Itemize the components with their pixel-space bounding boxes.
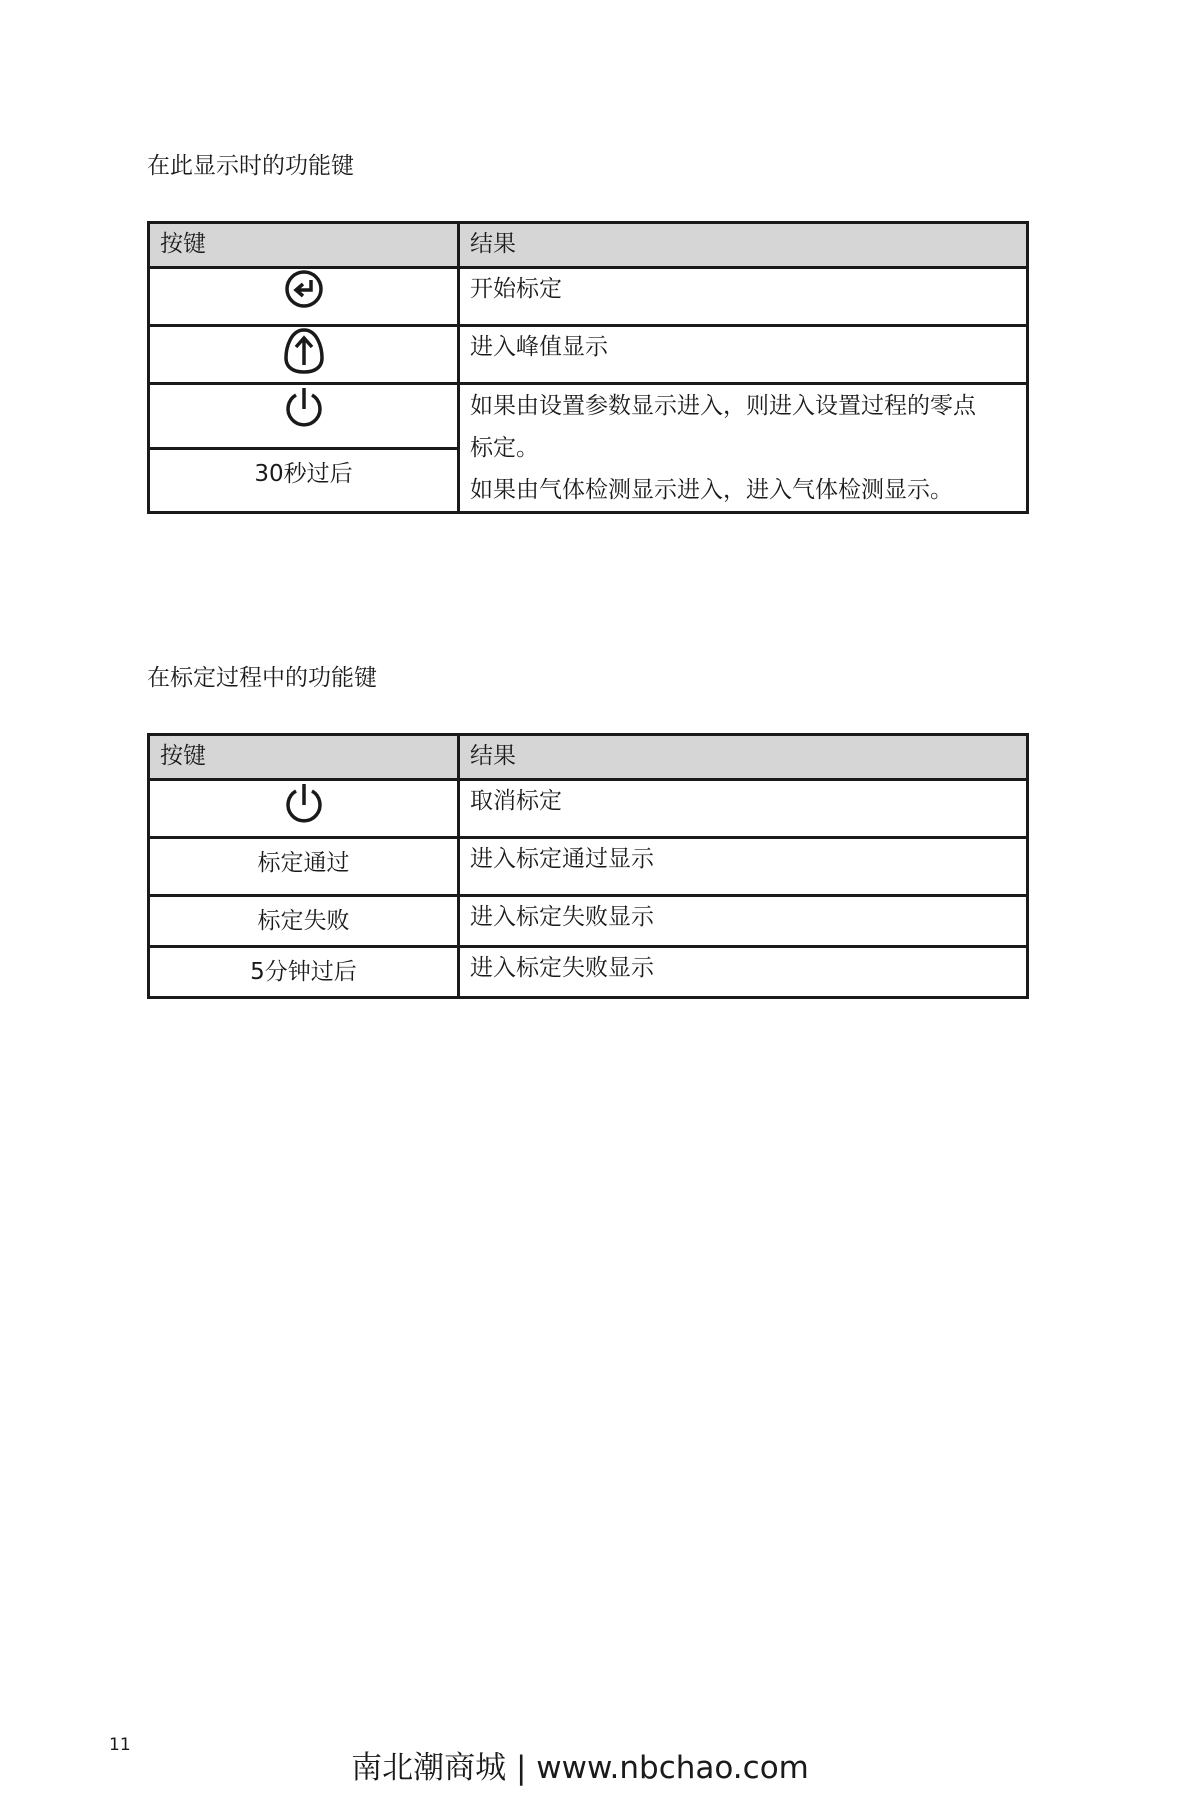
table-row — [149, 326, 1028, 384]
result-cell: 进入标定失败显示 — [459, 896, 1028, 947]
key-cell: 标定失败 — [149, 896, 459, 947]
header-result: 结果 — [459, 223, 1028, 268]
table-row — [149, 838, 1028, 896]
table-header-row — [149, 735, 1028, 780]
footer-watermark: 南北潮商城 | www.nbchao.com — [351, 1750, 809, 1786]
section-heading-calibration-keys: 在标定过程中的功能键 — [147, 665, 377, 691]
page-number: 11 — [109, 1735, 131, 1755]
section-heading-display-keys: 在此显示时的功能键 — [147, 153, 354, 179]
key-cell — [149, 326, 459, 384]
table-row — [149, 780, 1028, 838]
key-cell — [149, 268, 459, 326]
enter-circle-arrow-icon — [284, 269, 324, 309]
result-cell: 开始标定 — [459, 268, 1028, 326]
result-line: 标定。 — [470, 435, 539, 461]
key-cell: 标定通过 — [149, 838, 459, 896]
table-row — [149, 268, 1028, 326]
key-cell: 5分钟过后 — [149, 947, 459, 998]
display-keys-table — [147, 221, 1029, 514]
table-header-row — [149, 223, 1028, 268]
header-key: 按键 — [149, 735, 459, 780]
result-line: 如果由气体检测显示进入，进入气体检测显示。 — [470, 477, 953, 503]
key-cell — [149, 384, 459, 449]
result-cell: 进入标定失败显示 — [459, 947, 1028, 998]
calibration-keys-table — [147, 733, 1029, 999]
table-row — [149, 384, 1028, 449]
header-result: 结果 — [459, 735, 1028, 780]
table-row — [149, 896, 1028, 947]
result-cell: 进入标定通过显示 — [459, 838, 1028, 896]
key-cell — [149, 780, 459, 838]
header-key: 按键 — [149, 223, 459, 268]
power-icon — [283, 385, 325, 431]
result-cell: 进入峰值显示 — [459, 326, 1028, 384]
result-cell — [459, 384, 1028, 513]
up-arrow-circle-icon — [283, 327, 325, 375]
key-cell: 30秒过后 — [149, 448, 459, 513]
table-row — [149, 947, 1028, 998]
power-icon — [283, 781, 325, 827]
result-line: 如果由设置参数显示进入，则进入设置过程的零点 — [470, 393, 976, 419]
result-cell: 取消标定 — [459, 780, 1028, 838]
